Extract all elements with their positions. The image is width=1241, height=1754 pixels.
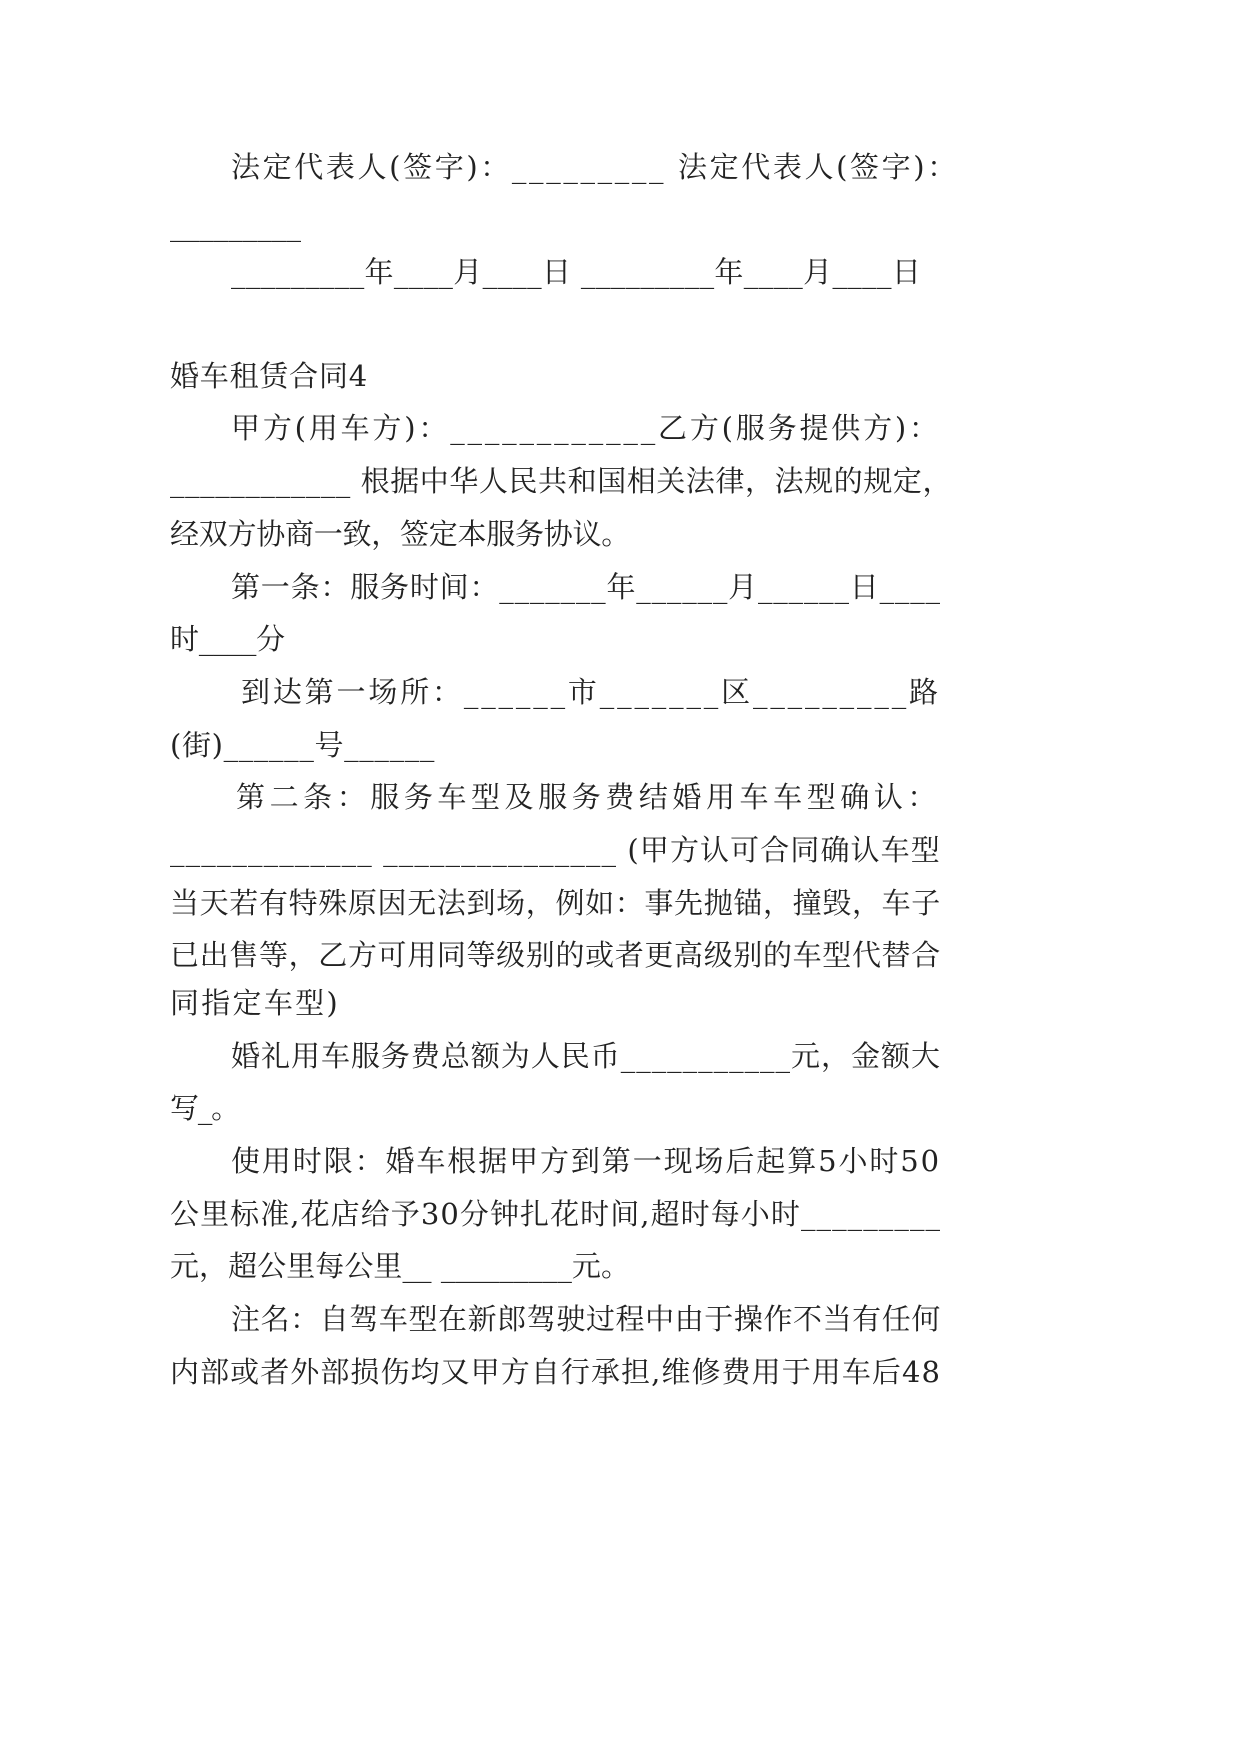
date-line-text: _________年____月____日 _________年____月____日 (231, 255, 922, 289)
article-one-line-text: 时____分 (170, 622, 285, 656)
article-one-line (0, 619, 1241, 659)
parties-line-text: 经双方协商一致，签定本服务协议。 (170, 517, 631, 551)
article-two-line-text: 当天若有特殊原因无法到场，例如：事先抛锚，撞毁，车子 (170, 886, 941, 920)
usage-limit-line (0, 1246, 1241, 1286)
arrival-line (0, 672, 1241, 712)
arrival-line-text: (街)______号______ (170, 728, 436, 762)
fee-line-text: 写_。 (170, 1091, 239, 1125)
usage-limit-line-text: 使用时限：婚车根据甲方到第一现场后起算5小时50 (231, 1144, 941, 1178)
signature-line-continued-text: _________ (170, 208, 302, 242)
article-two-line-text: 第二条：服务车型及服务费结婚用车车型确认： (236, 780, 941, 814)
fee-line (0, 1088, 1241, 1128)
usage-limit-line-text: 元，超公里每公里__ _________元。 (170, 1249, 631, 1283)
article-two-line (0, 777, 1241, 817)
section-title-text: 婚车租赁合同4 (170, 359, 368, 393)
date-line (0, 252, 1241, 292)
parties-line (0, 514, 1241, 554)
usage-limit-line (0, 1194, 1241, 1234)
article-two-line (0, 935, 1241, 975)
signature-line-text: 法定代表人(签字)：_________ 法定代表人(签字)： (231, 150, 959, 184)
signature-line-continued (0, 205, 1241, 245)
article-two-line-text: _____________ _______________ (甲方认可合同确认车型 (170, 833, 941, 867)
arrival-line-text: 到达第一场所：______市_______区_________路 (241, 675, 941, 709)
article-two-line-text: 同指定车型) (170, 986, 340, 1020)
article-one-line-text: 第一条：服务时间：_______年______月______日____ (231, 570, 941, 604)
article-two-line-text: 已出售等，乙方可用同等级别的或者更高级别的车型代替合 (170, 938, 941, 972)
note-line-text: 内部或者外部损伤均又甲方自行承担,维修费用于用车后48 (170, 1355, 942, 1389)
usage-limit-line (0, 1141, 1241, 1181)
parties-line-text: 甲方(用车方)：____________乙方(服务提供方)： (231, 411, 941, 445)
article-one-line (0, 567, 1241, 607)
article-two-line (0, 830, 1241, 870)
note-line (0, 1352, 1241, 1392)
usage-limit-line-text: 公里标准,花店给予30分钟扎花时间,超时每小时_________ (170, 1197, 942, 1231)
article-two-line (0, 883, 1241, 923)
fee-line-text: 婚礼用车服务费总额为人民币___________元，金额大 (231, 1039, 941, 1073)
section-title (0, 356, 1241, 396)
parties-line-text: ____________ 根据中华人民共和国相关法律，法规的规定， (170, 464, 953, 498)
arrival-line (0, 725, 1241, 765)
parties-line (0, 408, 1241, 448)
article-two-line (0, 983, 1241, 1023)
fee-line (0, 1036, 1241, 1076)
note-line (0, 1299, 1241, 1339)
note-line-text: 注名：自驾车型在新郎驾驶过程中由于操作不当有任何 (231, 1302, 941, 1336)
signature-line (0, 147, 1241, 187)
parties-line (0, 461, 1241, 501)
